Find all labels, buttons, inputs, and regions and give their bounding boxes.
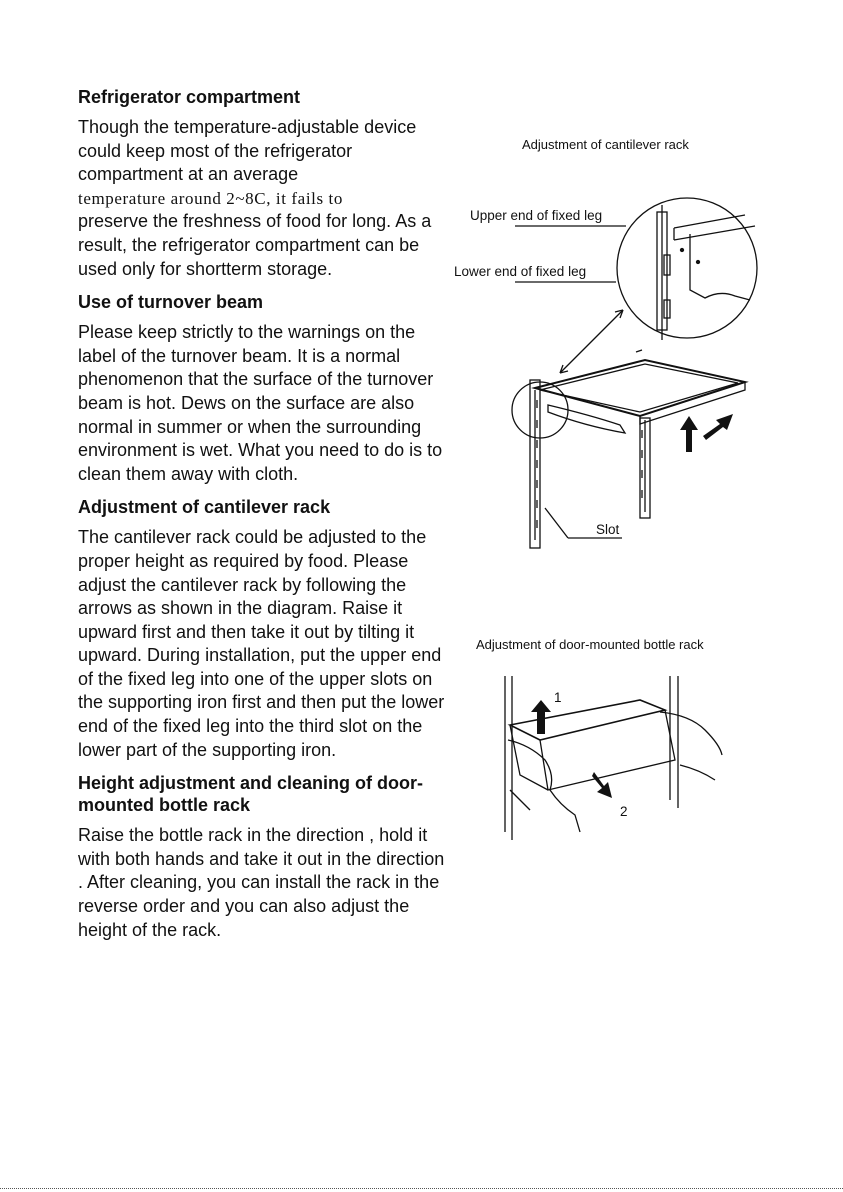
- left-hand: [508, 740, 580, 832]
- figure1-caption: Adjustment of cantilever rack: [522, 137, 689, 152]
- paragraph-text: preserve the freshness of food for long. As a result, the refrigerator compartment can be used only for shortterm storage.: [78, 211, 432, 279]
- heading-refrigerator-compartment: Refrigerator compartment: [78, 87, 301, 107]
- step-label-1: 1: [554, 690, 562, 705]
- figure2-caption: Adjustment of door-mounted bottle rack: [476, 637, 704, 652]
- paragraph-text-monospace: temperature around 2~8C, it fails to: [78, 188, 343, 208]
- heading-turnover-beam: Use of turnover beam: [78, 292, 264, 313]
- heading-cantilever-rack: Adjustment of cantilever rack: [78, 497, 331, 518]
- label-upper-end: Upper end of fixed leg: [470, 208, 603, 223]
- paragraph-bottle-rack: Raise the bottle rack in the direction , hold it with both hands and take it out in the direction . After cleaning, you can install the rack in the reverse order and you can also adjust the height of the rack.: [78, 825, 445, 940]
- paragraph-turnover-beam: Please keep strictly to the warnings on the label of the turnover beam. It is a normal phenomenon that the surface of the turnover beam is hot. Dews on the surface are also normal in summer or when the surrounding environment is wet. What you need to do is to clean them away with cloth.: [78, 322, 443, 484]
- step-label-2: 2: [620, 804, 628, 819]
- paragraph-text: Though the temperature-adjustable device could keep most of the refrigerator compartment at an average: [78, 117, 417, 185]
- page-bottom-border: [0, 1188, 843, 1189]
- label-lower-end: Lower end of fixed leg: [454, 264, 587, 279]
- heading-bottle-rack: Height adjustment and cleaning of door-mounted bottle rack: [78, 773, 424, 816]
- paragraph-cantilever-rack: The cantilever rack could be adjusted to the proper height as required by food. Please adjust the cantilever rack by following the arrows as shown in the diagram. Raise it upward first and then take it out by tilting it upward. During installation, put the upper end of the fixed leg into one of the upper slots on the supporting iron first and then put the lower end of the fixed leg into the third slot on the lower part of the supporting iron.: [78, 527, 445, 760]
- label-slot: Slot: [596, 522, 620, 537]
